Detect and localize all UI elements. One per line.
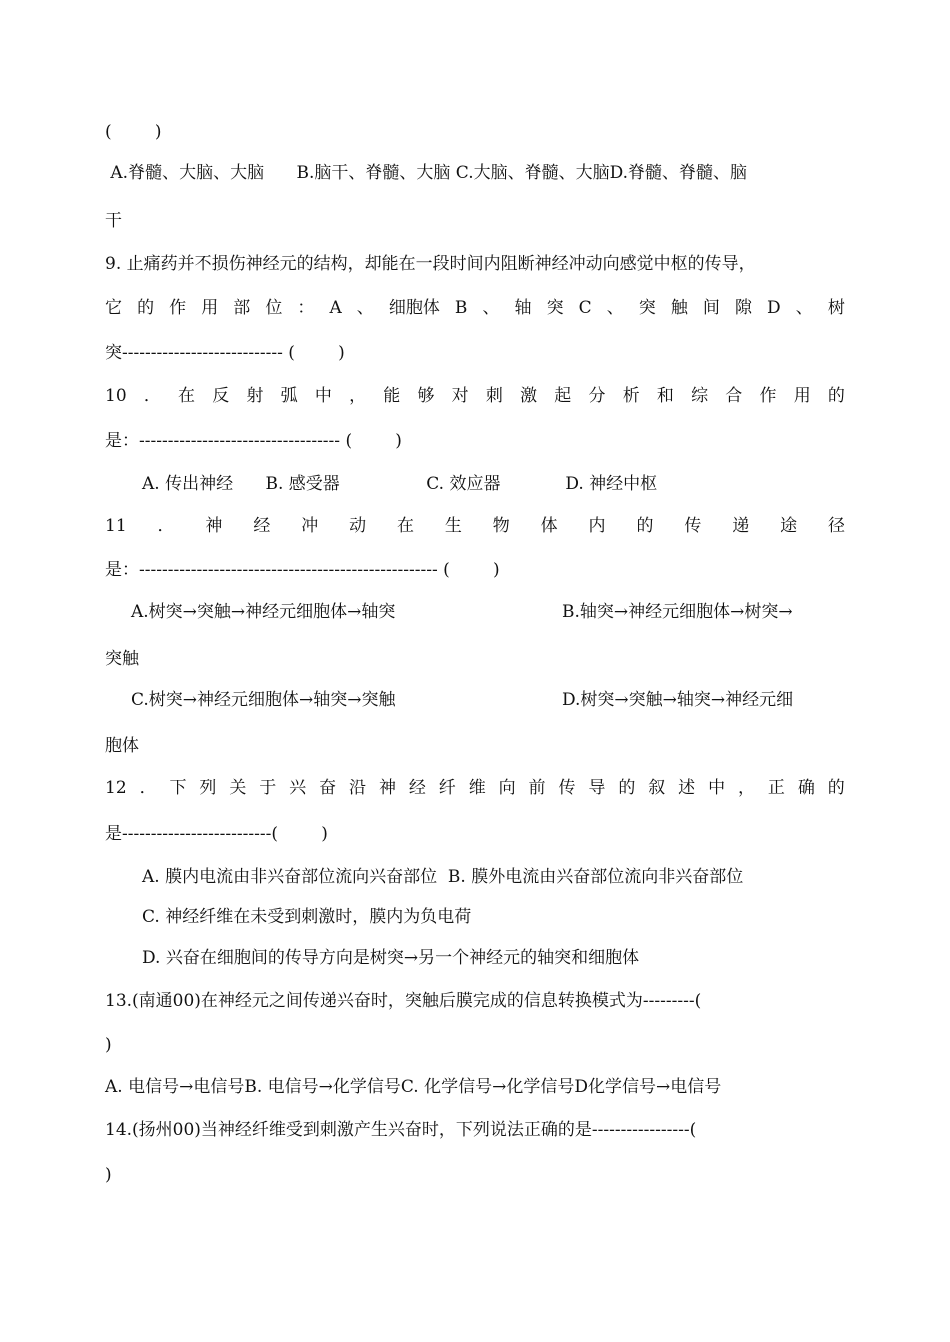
q9-token: 隙: [734, 298, 752, 318]
q11-token: 的: [636, 516, 654, 536]
q10-token: 和: [656, 386, 674, 406]
q9-token: 的: [137, 298, 155, 318]
q12-token: 确: [797, 778, 815, 798]
q11-token: 经: [253, 516, 271, 536]
q9-token: 突: [638, 298, 656, 318]
q11-option-d: D.树突→突触→轴突→神经元细: [562, 690, 794, 710]
q12-token: 的: [827, 778, 845, 798]
q10-token: ．: [143, 386, 161, 406]
q9-token: 细胞体: [388, 298, 440, 318]
q9-question-line2: [105, 296, 845, 320]
q10-token: 对: [451, 386, 469, 406]
q11-token: 动: [349, 516, 367, 536]
q9-token: C: [578, 298, 592, 318]
q10-token: 用: [793, 386, 811, 406]
q11-option-b-cont: 突触: [105, 649, 139, 669]
q11-token: ．: [157, 516, 175, 536]
q13-options: A. 电信号→电信号B. 电信号→化学信号C. 化学信号→化学信号D化学信号→电信号: [105, 1077, 722, 1097]
q13-question-line1: 13.(南通00)在神经元之间传递兴奋时，突触后膜完成的信息转换模式为---------(: [105, 991, 702, 1011]
q10-token: 分: [588, 386, 606, 406]
q10-token: 综: [691, 386, 709, 406]
q9-token: 作: [169, 298, 187, 318]
q9-question-line1: 9. 止痛药并不损伤神经元的结构，却能在一段时间内阻断神经冲动向感觉中枢的传导，: [105, 254, 756, 274]
q12-question-line2: 是--------------------------( ): [105, 824, 328, 844]
q10-token: 弧: [280, 386, 298, 406]
q12-token: 纤: [438, 778, 456, 798]
q12-token: ，: [738, 778, 755, 798]
q12-token: 向: [498, 778, 516, 798]
q12-token: 导: [588, 778, 606, 798]
q10-token: 合: [725, 386, 743, 406]
q11-token: 传: [684, 516, 702, 536]
q12-option-a-b: A. 膜内电流由非兴奋部位流向兴奋部位 B. 膜外电流由兴奋部位流向非兴奋部位: [142, 867, 744, 887]
q10-token: 在: [178, 386, 196, 406]
q11-token: 生: [444, 516, 462, 536]
q12-token: 列: [199, 778, 217, 798]
q14-question-line1: 14.(扬州00)当神经纤维受到刺激产生兴奋时，下列说法正确的是-----------------(: [105, 1120, 697, 1140]
q11-token: 递: [732, 516, 750, 536]
q14-question-line2: ): [105, 1165, 112, 1185]
q9-token: 轴: [514, 298, 532, 318]
q12-option-d: D. 兴奋在细胞间的传导方向是树突→另一个神经元的轴突和细胞体: [142, 948, 640, 968]
q11-option-d-cont: 胞体: [105, 736, 139, 756]
q9-token: ：: [297, 298, 315, 318]
q12-token: 兴: [289, 778, 307, 798]
q9-token: 突: [546, 298, 564, 318]
q10-question-line1: [105, 384, 845, 408]
q9-token: 、: [356, 298, 374, 318]
q10-token: 中: [314, 386, 332, 406]
q9-token: 间: [702, 298, 720, 318]
q10-token: 射: [246, 386, 264, 406]
q9-token: D: [767, 298, 781, 318]
q12-question-line1: [105, 776, 845, 800]
q11-token: 11: [105, 516, 127, 536]
q10-options: A. 传出神经 B. 感受器 C. 效应器 D. 神经中枢: [142, 474, 658, 494]
q10-token: 起: [554, 386, 572, 406]
q9-token: B: [454, 298, 468, 318]
q9-token: 触: [670, 298, 688, 318]
q12-token: 中: [708, 778, 726, 798]
q12-token: ．: [139, 778, 157, 798]
q12-token: 述: [678, 778, 696, 798]
q10-token: ，: [349, 386, 367, 406]
q11-token: 径: [828, 516, 845, 536]
q12-token: 前: [528, 778, 546, 798]
q10-question-line2: 是：----------------------------------- ( ): [105, 431, 402, 451]
q9-token: 用: [201, 298, 219, 318]
q9-token: 、: [606, 298, 624, 318]
q8-answer-paren: ( ): [105, 122, 162, 142]
q12-token: 12: [105, 778, 127, 798]
q12-token: 奋: [319, 778, 337, 798]
q10-token: 析: [622, 386, 640, 406]
q12-token: 沿: [349, 778, 367, 798]
q11-token: 内: [588, 516, 606, 536]
q12-token: 传: [558, 778, 576, 798]
q11-token: 途: [780, 516, 798, 536]
q11-option-a: A.树突→突触→神经元细胞体→轴突: [131, 602, 396, 622]
q9-token: 、: [482, 298, 500, 318]
q10-token: 10: [105, 386, 127, 406]
q11-question-line2: 是：---------------------------------------------------- ( ): [105, 560, 500, 580]
q9-token: 树: [827, 298, 845, 318]
q12-option-c: C. 神经纤维在未受到刺激时，膜内为负电荷: [142, 907, 472, 927]
q9-token: 位: [265, 298, 283, 318]
q10-token: 反: [212, 386, 230, 406]
q12-token: 经: [408, 778, 426, 798]
q11-token: 冲: [301, 516, 319, 536]
q9-question-line3: 突---------------------------- ( ): [105, 343, 345, 363]
q11-token: 物: [492, 516, 510, 536]
q11-token: 体: [540, 516, 558, 536]
q11-option-b: B.轴突→神经元细胞体→树突→: [562, 602, 793, 622]
q12-token: 下: [169, 778, 187, 798]
q11-option-c: C.树突→神经元细胞体→轴突→突触: [131, 690, 396, 710]
q11-token: 在: [396, 516, 414, 536]
q12-token: 维: [468, 778, 486, 798]
q11-token: 神: [205, 516, 223, 536]
q10-token: 作: [759, 386, 777, 406]
q10-token: 刺: [485, 386, 503, 406]
q9-token: 、: [795, 298, 813, 318]
q12-token: 神: [378, 778, 396, 798]
q12-token: 正: [767, 778, 785, 798]
q11-question-line1: [105, 514, 845, 538]
q12-token: 关: [229, 778, 247, 798]
q9-token: 它: [105, 298, 122, 318]
q10-token: 够: [417, 386, 435, 406]
q8-options-cont: 干: [105, 211, 122, 231]
q10-token: 的: [827, 386, 845, 406]
q8-options: A.脊髓、大脑、大脑 B.脑干、脊髓、大脑 C.大脑、脊髓、大脑D.脊髓、脊髓、脑: [105, 163, 748, 183]
q12-token: 叙: [648, 778, 666, 798]
q9-token: A: [329, 298, 342, 318]
q13-question-line2: ): [105, 1035, 112, 1055]
q12-token: 于: [259, 778, 277, 798]
q10-token: 能: [383, 386, 401, 406]
q9-token: 部: [233, 298, 251, 318]
q12-token: 的: [618, 778, 636, 798]
q10-token: 激: [520, 386, 538, 406]
